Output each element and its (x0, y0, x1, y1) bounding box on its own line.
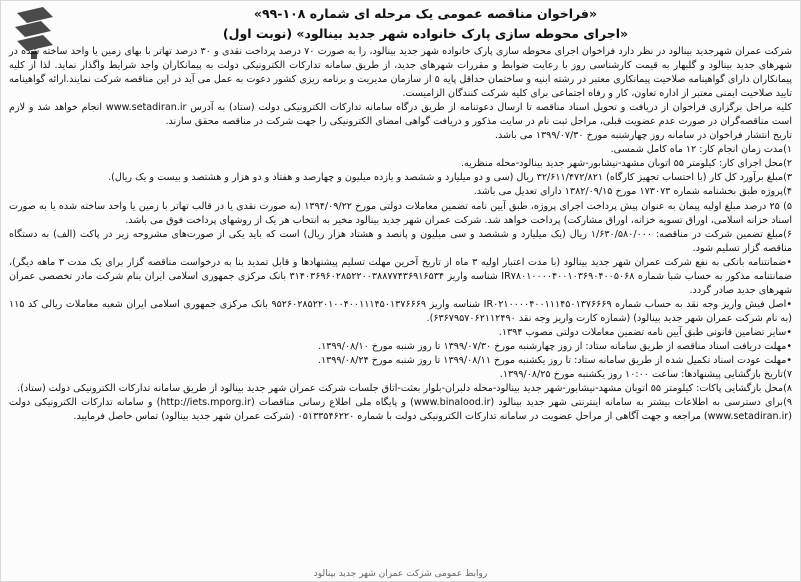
paragraph-cash-deposit: •اصل فیش واریز وجه نقد به حساب شماره IR۰۲۱۰۰۰۰۴۰۰۱۱۱۴۵۰۱۳۷۶۶۶۹ شناسه واریز ۹۵۲۶۰۲۸۵۲۲۰۱۰۰۴۰۰۱۱۱۴۵۰۱۳۷۶۶۶۹ بانک مرکزی جمهوری اسلامی ایران شعبه معاملات ریالی کد ۱۱۵ (به نام شرکت عمران شهر جدید بینالود) (شماره کارت واریز وجه نقد ۶۳۶۷۹۵۷۰۶۲۱۱۲۴۹۰). (9, 298, 792, 324)
notice-title: «فراخوان مناقصه عمومی یک مرحله ای شماره ۱۰۸-۹۹» (253, 6, 598, 21)
paragraph-opening-date: ۷)تاریخ بازگشایی پیشنهادها: ساعت ۱۰:۰۰ روز یکشنبه مورخ ۱۳۹۹/۰۸/۲۵. (499, 369, 792, 381)
notice-footer: روابط عمومی شرکت عمران شهر جدید بینالود (313, 569, 488, 579)
paragraph-bank-guarantee: •ضمانتنامه بانکی به نفع شرکت عمران شهر جدید بینالود (با مدت اعتبار اولیه ۳ ماه از تاریخ آخرین مهلت تسلیم پیشنهادها و قابل تمدید بنا به درخواست مناقصه گزار برای یک مدت ۳ ماهه دیگر)، ضمانتنامه مذکور به حساب شبا شماره IR۷۸۰۱۰۰۰۰۴۰۰۱۰۳۶۹۰۴۰۰۵۰۶۸ شناسه واریز ۳۱۴۰۳۶۹۶۰۲۸۵۲۲۰۰۳۸۸۷۷۴۳۶۹۱۶۵۳۴ بانک مرکزی جمهوری اسلامی ایران بنام شرکت مادر تخصصی عمران شهرهای جدید صادر گردد. (9, 256, 792, 296)
paragraph-estimate: ۳)مبلغ برآورد کل کار (با احتساب تجهیز کارگاه) ۳۲/۶۱۱/۴۷۲/۸۲۱ ریال (سی و دو میلیارد و ششصد و یازده میلیون و چهارصد و هفتاد و دو هزار و هشتصد و بیست و یک ریال). (108, 172, 792, 184)
paragraph-guarantee: ۶)مبلغ تضمین شرکت در مناقصه: ۱/۶۳۰/۵۸۰/۰۰۰ ریال (یک میلیارد و ششصد و سی میلیون و پانصد و هشتاد هزار ریال) است که باید یکی از صورت‌های مشروحه زیر در پاکت (الف) به دستگاه مناقصه گزار تسلیم شود. (9, 228, 792, 254)
paragraph-prepayment: ۵) ۲۵ درصد مبلغ اولیه پیمان به عنوان پیش پرداخت اجرای پروژه، طبق آیین نامه تضمین معاملات دولتی مورخ ۱۳۹۴/۰۹/۲۲ (به صورت نقدی یا در قالب تهاتر با زمین یا واحد ساخته شده یا به صورت اسناد خزانه اسلامی، اوراق تسویه خزانه، اوراق مشارکت) پرداخت خواهد شد. شرکت عمران شهر جدید بینالود مخیر به انتخاب هر یک از روشهای پرداخت فوق می باشد. (9, 200, 792, 226)
notice-subtitle: «اجرای محوطه سازی پارک خانواده شهر جدید بینالود» (نوبت اول) (222, 26, 629, 41)
paragraph-publish-date: تاریخ انتشار فراخوان در سامانه روز چهارشنبه مورخ ۱۳۹۹/۰۷/۳۰ می باشد. (494, 130, 792, 142)
paragraph-duration: ۱)مدت زمان انجام کار: ۱۲ ماه کامل شمسی. (610, 144, 792, 156)
notice-header (71, 5, 780, 43)
paragraph-adjustment: ۴)پروژه طبق بخشنامه شماره ۱۷۳۰۷۳ مورخ ۱۳۸۲/۰۹/۱۵ دارای تعدیل می باشد. (473, 186, 792, 198)
paragraph-process: کلیه مراحل برگزاری فراخوان از دریافت و تحویل اسناد مناقصه تا ارسال دعوتنامه از طریق درگاه سامانه تدارکات الکترونیکی دولت (ستاد) به آدرس www.setadiran.ir انجام خواهد شد و لازم است مناقصه‌گران در صورت عدم عضویت قبلی، مراحل ثبت نام در سایت مذکور و دریافت گواهی امضای الکترونیکی را جهت شرکت در مناقصه محقق سازند. (9, 102, 792, 128)
paragraph-return-deadline: •مهلت عودت اسناد تکمیل شده از طریق سامانه ستاد: تا روز یکشنبه مورخ ۱۳۹۹/۰۸/۱۱ تا روز شنبه مورخ ۱۳۹۹/۰۸/۲۴. (317, 355, 792, 367)
paragraph-intro: شرکت عمران شهرجدید بینالود در نظر دارد فراخوان اجرای محوطه سازی پارک خانواده شهر جدید بینالود، را به صورت ۷۰ درصد پرداخت نقدی و ۳۰ درصد تهاتر با بهای زمین یا واحد ساخته شده در شهرهای جدید بینالود و گلبهار به قیمت کارشناسی روز با رعایت ضوابط و مقررات شهرهای جدید، از طریق سامانه تدارکات الکترونیکی دولت به پیمانکاران واجد شرایط واگذار نماید. لذا از کلیه پیمانکاران دارای گواهینامه صلاحیت پیمانکاری معتبر در رشته ابنیه و ساختمان حداقل پایه ۵ از سازمان مدیریت و برنامه ریزی کشور دعوت به عمل می آید در این مناقصه شرکت نمایند.ارائه گواهینامه تایید صلاحیت ایمنی معتبر از اداره تعاون، کار و رفاه اجتماعی برای کلیه شرکت کنندگان الزامیست. (9, 46, 792, 100)
paragraph-location: ۲)محل اجرای کار: کیلومتر ۵۵ اتوبان مشهد-نیشابور-شهر جدید بینالود-محله منظریه. (460, 158, 792, 170)
notice-body (9, 45, 792, 569)
paragraph-document-deadline: •مهلت دریافت اسناد مناقصه از طریق سامانه ستاد: از روز چهارشنبه مورخ ۱۳۹۹/۰۷/۳۰ تا روز شنبه مورخ ۱۳۹۹/۰۸/۱۰. (318, 340, 792, 352)
paragraph-opening-location: ۸)محل بازگشایی پاکات: کیلومتر ۵۵ اتوبان مشهد-نیشابور-شهر جدید بینالود-محله دلبران-بلوار بعثت-اتاق جلسات شرکت عمران شهر جدید بینالود از طریق سامانه تدارکات الکترونیکی دولت (ستاد). (17, 383, 792, 395)
paragraph-more-info: ۹)برای دسترسی به اطلاعات بیشتر به سامانه اینترنتی شهر جدید بینالود (www.binalood.ir) و پایگاه ملی اطلاع رسانی مناقصات (http://iets.mporg.ir) و سامانه تدارکات الکترونیکی دولت (www.setadiran.ir) مراجعه و جهت آگاهی از مراحل عضویت در سامانه تدارکات الکترونیکی دولت با شماره ۰۵۱۳۳۵۴۶۲۲۰ (شرکت عمران شهر جدید بینالود) تماس حاصل فرمایید. (9, 397, 792, 423)
paragraph-other-guarantees: •سایر تضامین قانونی طبق آیین نامه تضمین معاملات دولتی مصوب ۱۳۹۴. (498, 326, 792, 338)
